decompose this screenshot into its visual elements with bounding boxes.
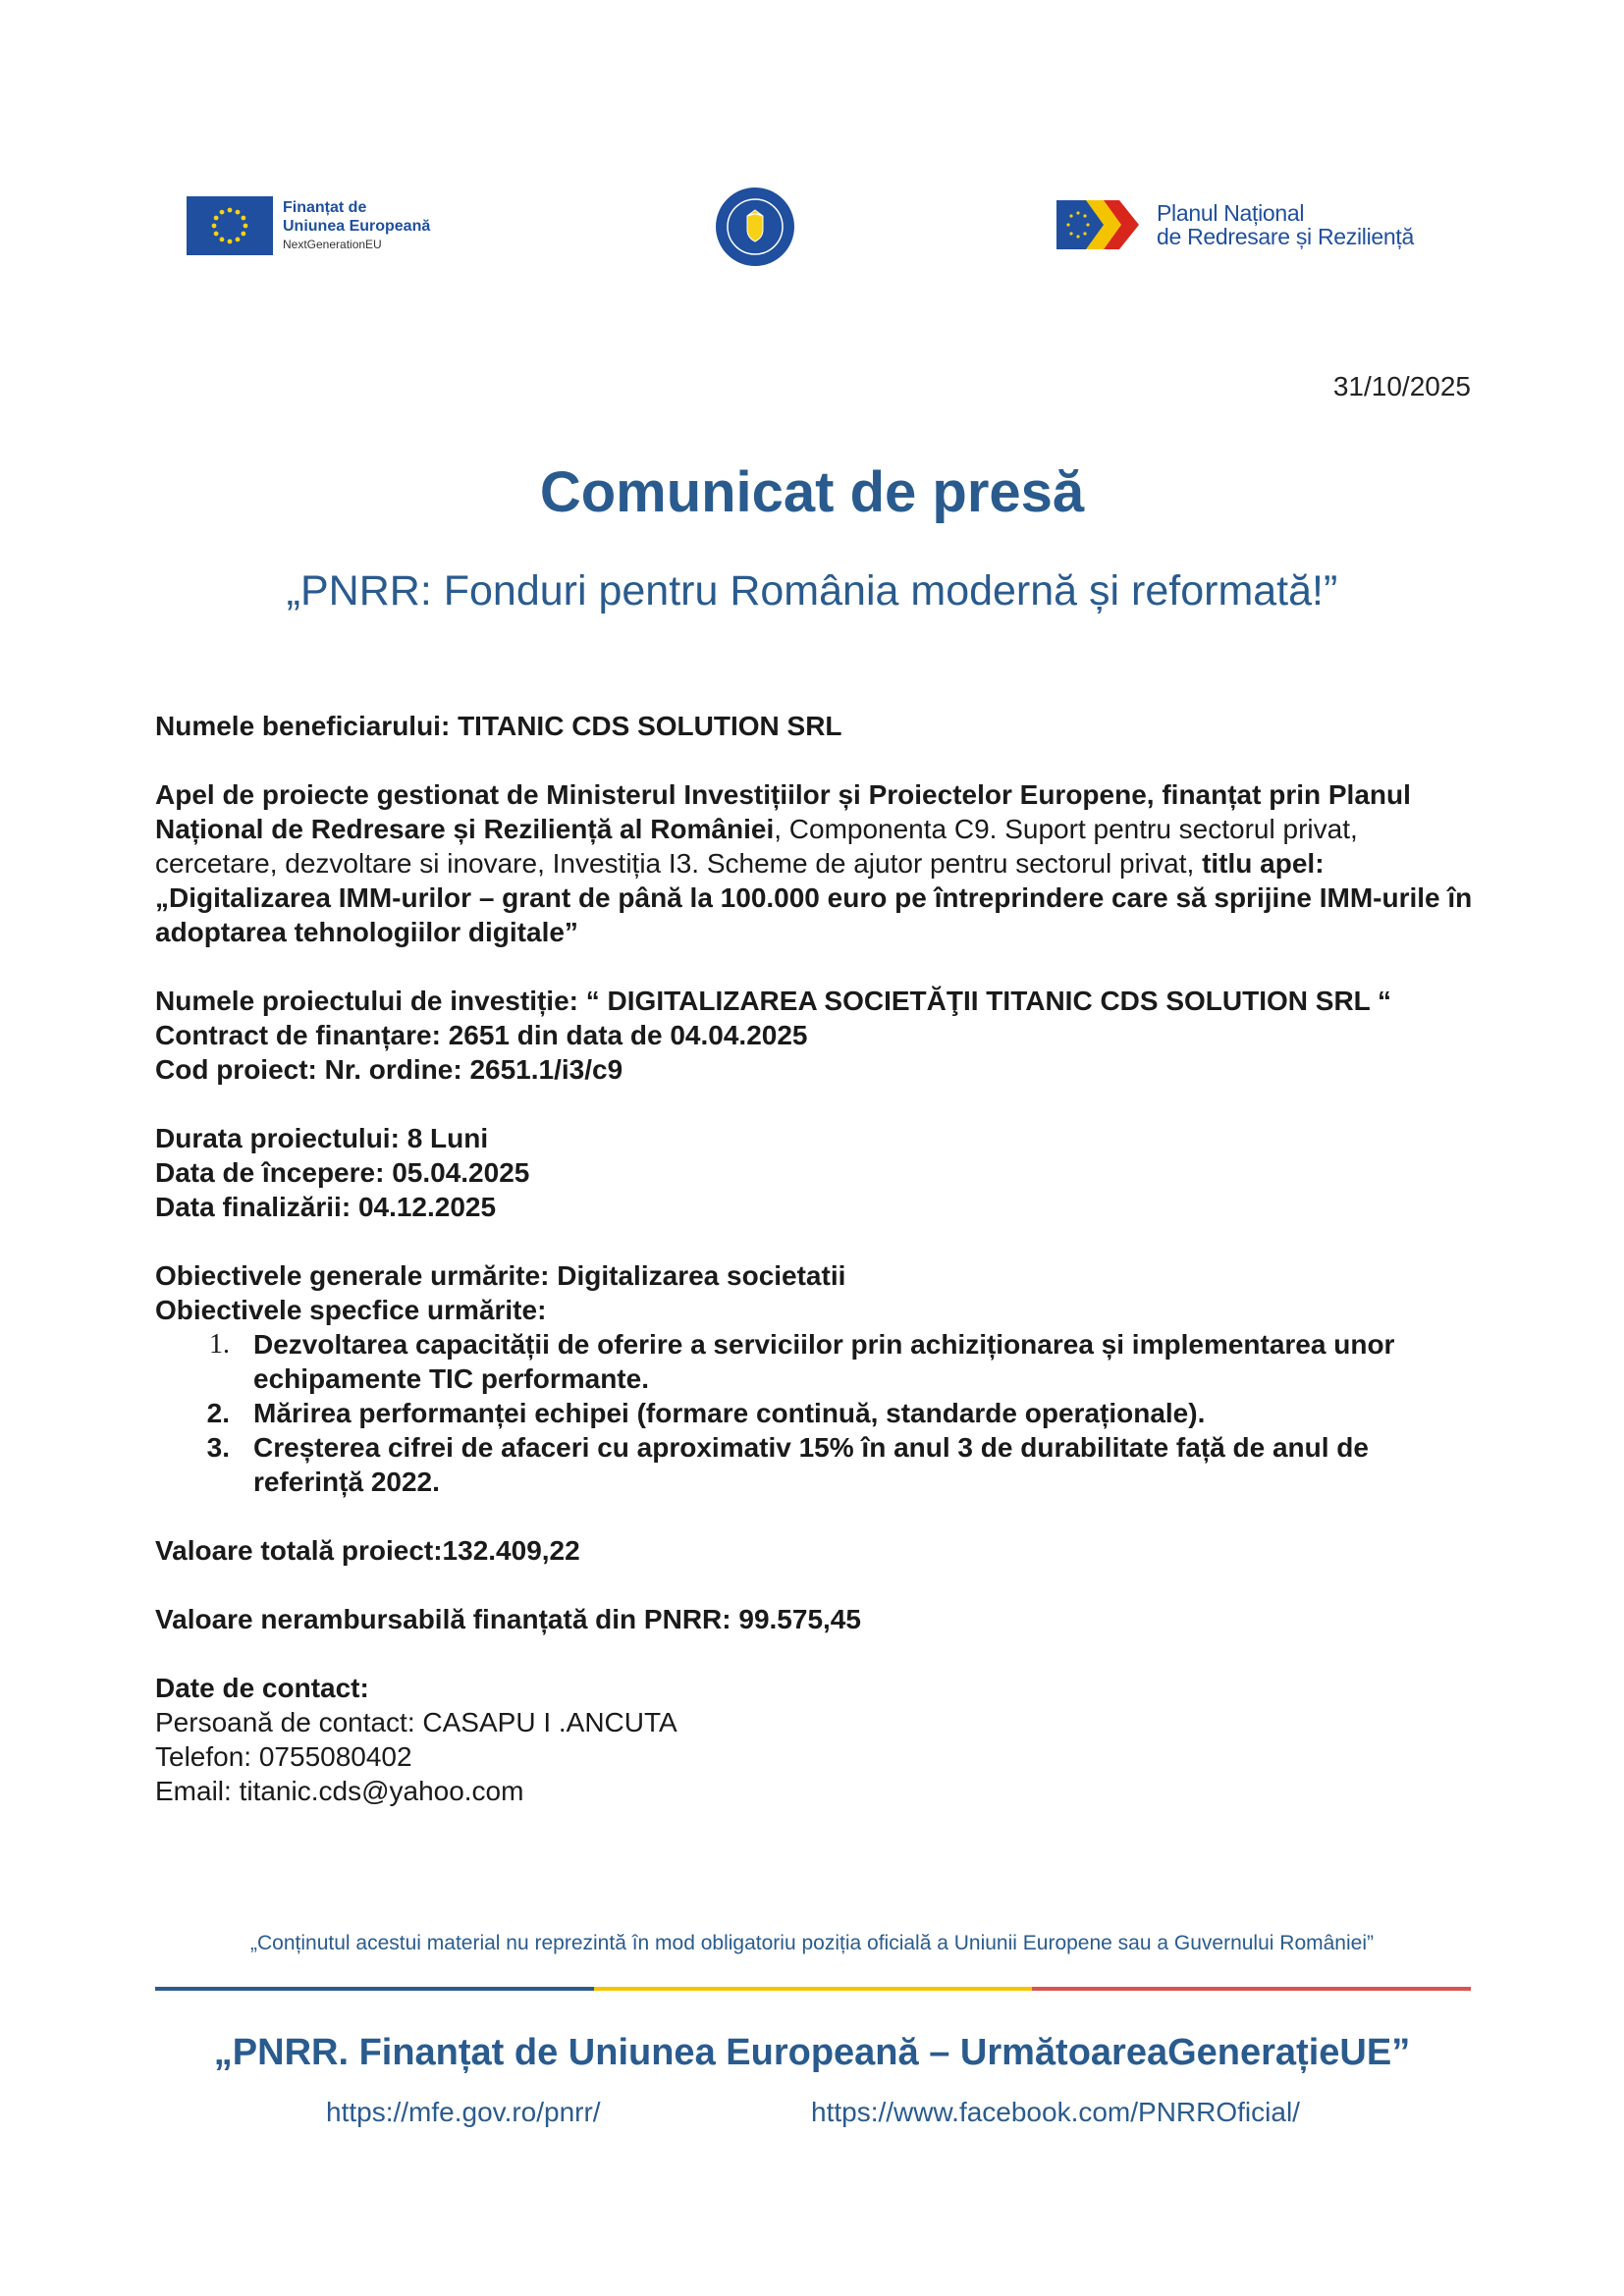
list-item — [155, 1327, 1481, 1396]
page-subtitle: „PNRR: Fonduri pentru România modernă și reformată!” — [286, 567, 1338, 614]
project-name-value: “ DIGITALIZAREA SOCIETĂŢII TITANIC CDS SOLUTION SRL “ — [585, 986, 1392, 1016]
footer-disclaimer: „Conținutul acestui material nu reprezintă în mod obligatoriu poziția oficială a Uniunii Europene sau a Guvernului României” — [250, 1932, 1374, 1954]
total-value-amount: 132.409,22 — [442, 1535, 580, 1566]
beneficiary-name: Numele beneficiarului: TITANIC CDS SOLUTION SRL — [155, 711, 842, 741]
divider-blue — [155, 1987, 594, 1991]
specific-objectives-label: Obiectivele specfice urmărite: — [155, 1295, 547, 1325]
facebook-pnrr-link[interactable]: https://www.facebook.com/PNRROficial/ — [811, 2097, 1300, 2127]
call-funding-text: Apel de proiecte gestionat de Ministerul Investițiilor și Proiectelor Europene, finanțat prin Planul Național de Redresare și Reziliență al României — [155, 779, 1411, 844]
end-date: Data finalizării: 04.12.2025 — [155, 1192, 497, 1222]
list-item-text: Creșterea cifrei de afaceri cu aproximativ 15% în anul 3 de durabilitate față de anul de referință 2022. — [253, 1432, 1369, 1497]
project-code: Cod proiect: Nr. ordine: 2651.1/i3/c9 — [155, 1054, 623, 1085]
project-duration: Durata proiectului: 8 Luni — [155, 1123, 489, 1153]
nonrefundable-value-amount: 99.575,45 — [738, 1604, 861, 1634]
project-name-label: Numele proiectului de investiție: — [155, 986, 586, 1016]
document-date: 31/10/2025 — [1332, 371, 1471, 401]
list-item-text: Mărirea performanței echipei (formare continuă, standarde operaționale). — [253, 1398, 1206, 1428]
mfe-pnrr-link[interactable]: https://mfe.gov.ro/pnrr/ — [326, 2097, 601, 2127]
eu-funding-logo — [187, 196, 430, 255]
list-item — [155, 1396, 1481, 1430]
contact-phone: Telefon: 0755080402 — [155, 1741, 412, 1772]
nonrefundable-value-label: Valoare nerambursabilă finanțată din PNRR: — [155, 1604, 739, 1634]
press-release-body — [155, 709, 1481, 1808]
specific-objectives-list — [155, 1327, 1481, 1499]
pnrr-logo-line2: de Redresare și Reziliență — [1157, 224, 1414, 249]
start-date: Data de începere: 05.04.2025 — [155, 1157, 530, 1188]
contact-person: Persoană de contact: CASAPU I .ANCUTA — [155, 1707, 677, 1737]
eu-flag-icon — [187, 196, 273, 255]
eu-logo-line2: Uniunea Europeană — [283, 218, 431, 235]
pnrr-flag-arrow-icon — [1056, 196, 1147, 253]
contact-heading: Date de contact: — [155, 1673, 369, 1703]
divider-red — [1032, 1987, 1471, 1991]
total-value — [155, 1533, 1481, 1568]
eu-logo-line1: Finanțat de — [283, 199, 367, 216]
list-item-number: 1. — [209, 1329, 230, 1360]
logo-header — [0, 187, 1624, 285]
call-title-text: titlu apel: „Digitalizarea IMM-urilor – grant de până la 100.000 euro pe întreprindere care să sprijine IMM-urile în adoptarea tehnologiilor digitale” — [155, 848, 1473, 947]
pnrr-logo-line1: Planul Național — [1157, 200, 1305, 226]
tricolor-divider — [155, 1987, 1471, 1991]
call-component-text: , Componenta C9. Suport pentru sectorul privat, cercetare, dezvoltare si inovare, Investiția I3. Scheme de ajutor pentru sectorul privat, — [155, 814, 1358, 879]
romanian-government-seal-icon — [715, 187, 795, 267]
nonrefundable-value — [155, 1602, 1481, 1636]
footer-slogan: „PNRR. Finanțat de Uniunea Europeană – UrmătoareaGenerațieUE” — [213, 2032, 1411, 2073]
financing-contract: Contract de finanțare: 2651 din data de 04.04.2025 — [155, 1020, 808, 1050]
list-item-number: 3. — [206, 1432, 230, 1463]
contact-email: Email: titanic.cds@yahoo.com — [155, 1776, 524, 1806]
total-value-label: Valoare totală proiect: — [155, 1535, 443, 1566]
eu-logo-line3: NextGenerationEU — [283, 238, 382, 251]
page-title: Comunicat de presă — [539, 460, 1085, 524]
list-item-number: 2. — [206, 1398, 230, 1428]
pnrr-logo — [1056, 196, 1414, 253]
call-description — [155, 777, 1481, 949]
list-item — [155, 1430, 1481, 1499]
divider-yellow — [594, 1987, 1033, 1991]
project-name — [155, 984, 1481, 1018]
list-item-text: Dezvoltarea capacității de oferire a serviciilor prin achiziționarea și implementarea unor echipamente TIC performante. — [253, 1329, 1395, 1394]
general-objectives: Obiectivele generale urmărite: Digitalizarea societatii — [155, 1260, 846, 1291]
